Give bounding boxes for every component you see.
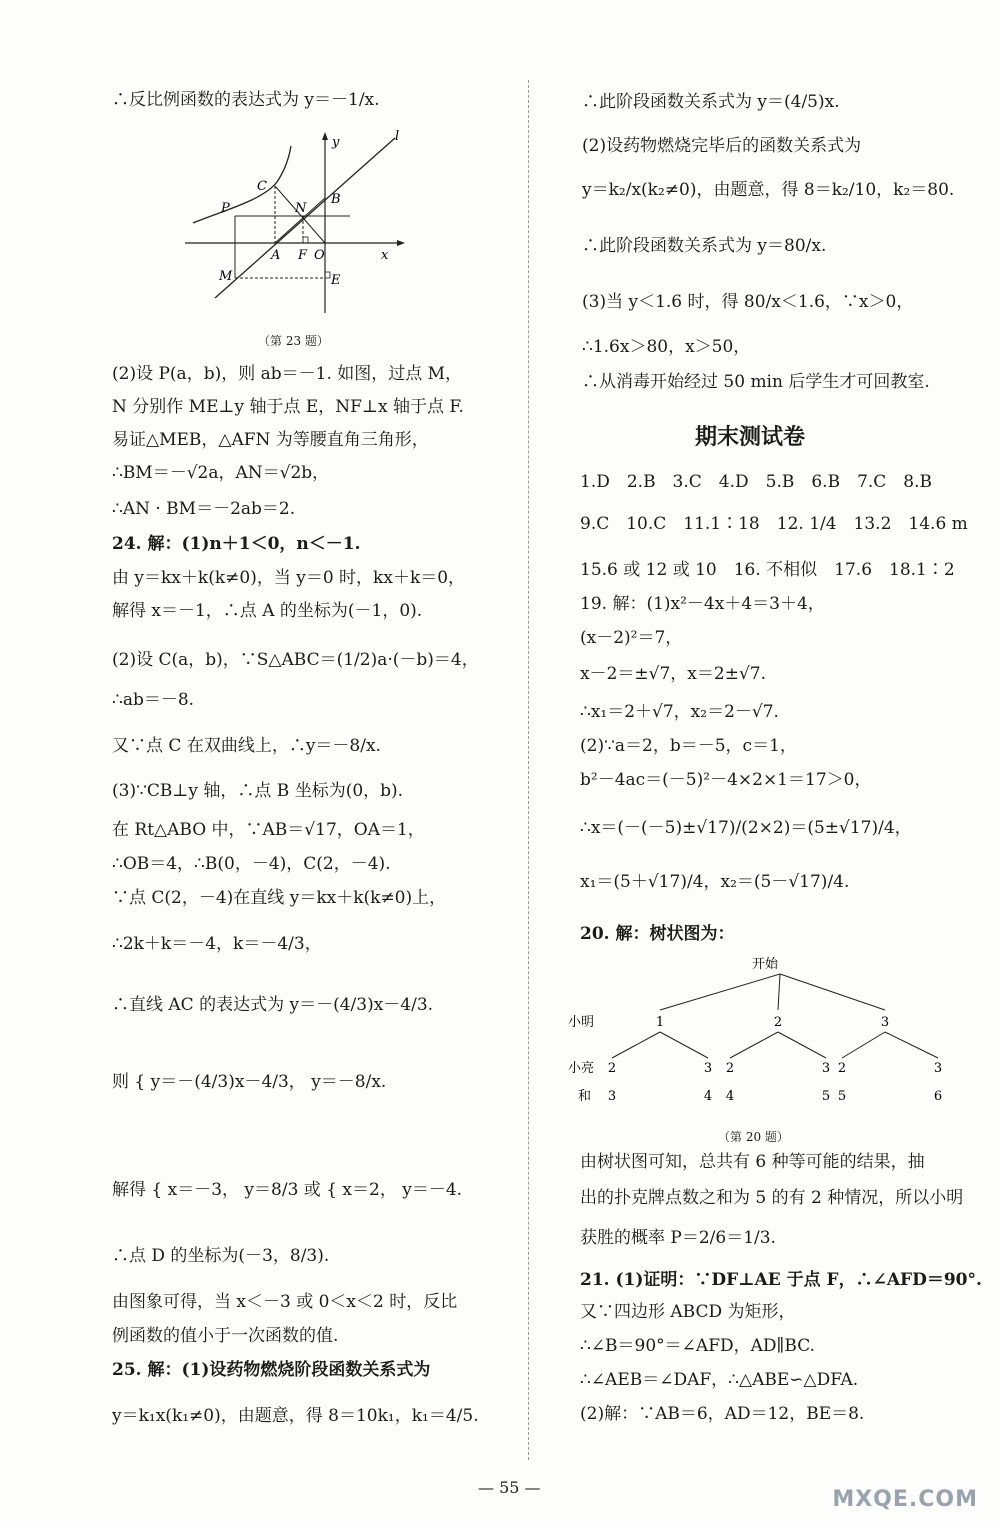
fig-label-y: y bbox=[332, 135, 340, 150]
tree-sum-2: 4 bbox=[725, 1089, 735, 1104]
y-axis-arrow bbox=[322, 132, 328, 140]
right-angle-e bbox=[325, 272, 330, 278]
watermark: MXQE.COM bbox=[832, 1487, 978, 1512]
right-21-line-0: 21. (1)证明：∵DF⊥AE 于点 F，∴∠AFD＝90°. bbox=[580, 1270, 982, 1290]
left-line-15: ∵点 C(2，－4)在直线 y＝kx＋k(k≠0)上， bbox=[112, 888, 447, 908]
right-angle-f bbox=[303, 237, 308, 243]
line-l bbox=[215, 138, 395, 298]
tree-diagram bbox=[560, 950, 970, 1110]
left-line-22: 例函数的值小于一次函数的值. bbox=[112, 1326, 339, 1346]
answers-row-2: 9.C 10.C 11.1∶18 12. 1/4 13.2 14.6 m bbox=[580, 514, 968, 534]
tree-l1-1: 2 bbox=[773, 1015, 783, 1030]
tree-caption: （第 20 题） bbox=[718, 1130, 789, 1144]
right-19-line-4: (2)∵a＝2，b＝－5，c＝1， bbox=[580, 736, 797, 756]
right-19-line-2: x－2＝±√7，x＝2±√7. bbox=[580, 664, 766, 684]
figure-23-caption: （第 23 题） bbox=[258, 334, 329, 348]
right-line-4: (3)当 y＜1.6 时，得 80/x＜1.6，∵x＞0， bbox=[582, 292, 914, 312]
left-line-12: (3)∵CB⊥y 轴，∴点 B 坐标为(0，b). bbox=[112, 781, 404, 801]
figure-23 bbox=[185, 128, 410, 313]
right-21-line-2: ∴∠B＝90°＝∠AFD，AD∥BC. bbox=[580, 1336, 816, 1356]
left-line-16: ∴2k＋k＝－4，k＝－4/3， bbox=[112, 934, 322, 954]
left-line-8: 解得 x＝－1，∴点 A 的坐标为(－1，0). bbox=[112, 601, 423, 621]
fig-label-a: A bbox=[271, 248, 281, 263]
tree-l2-5: 3 bbox=[933, 1061, 943, 1076]
fig-label-p: P bbox=[221, 201, 230, 216]
section-title: 期末测试卷 bbox=[695, 425, 806, 450]
left-line-17: ∴直线 AC 的表达式为 y＝－(4/3)x－4/3. bbox=[112, 995, 434, 1015]
right-line-3: ∴此阶段函数关系式为 y＝80/x. bbox=[582, 236, 827, 256]
left-line-1: (2)设 P(a，b)，则 ab＝－1. 如图，过点 M， bbox=[112, 364, 463, 384]
right-line-0: ∴此阶段函数关系式为 y＝(4/5)x. bbox=[582, 92, 840, 112]
x-axis-arrow bbox=[397, 240, 405, 246]
fig-label-e: E bbox=[331, 273, 341, 288]
fig-label-m: M bbox=[219, 269, 233, 284]
left-line-19: 解得 { x＝－3， y＝8/3 或 { x＝2， y＝－4. bbox=[112, 1180, 463, 1200]
fig-label-l: l bbox=[395, 129, 400, 144]
right-21-line-4: (2)解：∵AB＝6，AD＝12，BE＝8. bbox=[580, 1404, 865, 1424]
edge-2-2 bbox=[730, 1032, 778, 1058]
tree-sum-5: 6 bbox=[933, 1089, 943, 1104]
right-20-line-3: 获胜的概率 P＝2/6＝1/3. bbox=[580, 1228, 776, 1248]
tree-root: 开始 bbox=[751, 957, 779, 972]
answers-row-1: 1.D 2.B 3.C 4.D 5.B 6.B 7.C 8.B bbox=[580, 472, 933, 492]
edge-3-2 bbox=[842, 1032, 885, 1058]
tree-l1-2: 3 bbox=[880, 1015, 890, 1030]
right-line-2: y＝k₂/x(k₂≠0)，由题意，得 8＝k₂/10，k₂＝80. bbox=[582, 180, 955, 200]
right-19-line-7: x₁＝(5＋√17)/4，x₂＝(5－√17)/4. bbox=[580, 872, 850, 892]
tree-l2-2: 2 bbox=[725, 1061, 735, 1076]
left-line-13: 在 Rt△ABO 中，∵AB＝√17，OA＝1， bbox=[112, 820, 425, 840]
tree-l2-3: 3 bbox=[821, 1061, 831, 1076]
fig-label-f: F bbox=[298, 248, 308, 263]
tree-sum-4: 5 bbox=[837, 1089, 847, 1104]
left-line-6: 24. 解：(1)n＋1＜0，n＜－1. bbox=[112, 534, 361, 554]
tree-l2-4: 2 bbox=[837, 1061, 847, 1076]
fig-label-x: x bbox=[381, 248, 389, 263]
edge-root-2 bbox=[778, 974, 780, 1010]
right-20-line-2: 出的扑克牌点数之和为 5 的有 2 种情况，所以小明 bbox=[580, 1188, 964, 1208]
left-line-18: 则 { y＝－(4/3)x－4/3， y＝－8/x. bbox=[112, 1072, 387, 1092]
right-21-line-1: 又∵四边形 ABCD 为矩形， bbox=[580, 1302, 796, 1322]
left-line-2: N 分别作 ME⊥y 轴于点 E，NF⊥x 轴于点 F. bbox=[112, 397, 464, 417]
left-line-23: 25. 解：(1)设药物燃烧阶段函数关系式为 bbox=[112, 1360, 431, 1380]
tree-label-he: 和 bbox=[578, 1089, 592, 1104]
edge-root-3 bbox=[780, 974, 885, 1010]
tree-label-xiaoliang: 小亮 bbox=[568, 1061, 595, 1076]
left-line-11: 又∵点 C 在双曲线上，∴y＝－8/x. bbox=[112, 736, 381, 756]
tree-sum-1: 4 bbox=[703, 1089, 713, 1104]
right-20-line-0: 20. 解：树状图为： bbox=[580, 924, 735, 944]
answers-row-3: 15.6 或 12 或 10 16. 不相似 17.6 18.1∶2 bbox=[580, 560, 955, 580]
edge-1-2 bbox=[612, 1032, 660, 1058]
fig-label-o: O bbox=[314, 248, 325, 263]
left-line-0: ∴反比例函数的表达式为 y＝－1/x. bbox=[112, 90, 380, 110]
hyperbola-curve bbox=[193, 146, 291, 223]
tree-l2-0: 2 bbox=[607, 1061, 617, 1076]
right-20-line-1: 由树状图可知，总共有 6 种等可能的结果，抽 bbox=[580, 1152, 925, 1172]
right-line-1: (2)设药物燃烧完毕后的函数关系式为 bbox=[582, 136, 862, 156]
edge-3-3 bbox=[885, 1032, 938, 1058]
left-line-4: ∴BM＝－√2a，AN＝√2b， bbox=[112, 463, 330, 483]
right-19-line-1: (x－2)²＝7， bbox=[580, 628, 683, 648]
right-19-line-5: b²－4ac＝(－5)²－4×2×1＝17＞0， bbox=[580, 770, 872, 790]
right-21-line-3: ∴∠AEB＝∠DAF，∴△ABE∽△DFA. bbox=[580, 1370, 859, 1390]
right-line-5: ∴1.6x＞80，x＞50， bbox=[582, 337, 751, 357]
fig-label-c: C bbox=[257, 179, 267, 194]
left-line-21: 由图象可得，当 x＜－3 或 0＜x＜2 时，反比 bbox=[112, 1292, 458, 1312]
left-line-24: y＝k₁x(k₁≠0)，由题意，得 8＝10k₁，k₁＝4/5. bbox=[112, 1406, 479, 1426]
page-number: — 55 — bbox=[478, 1478, 541, 1497]
left-line-20: ∴点 D 的坐标为(－3，8/3). bbox=[112, 1246, 330, 1266]
right-19-line-0: 19. 解：(1)x²－4x＋4＝3＋4， bbox=[580, 594, 825, 614]
left-line-9: (2)设 C(a，b)，∵S△ABC＝(1/2)a·(－b)＝4， bbox=[112, 650, 479, 670]
left-line-7: 由 y＝kx＋k(k≠0)，当 y＝0 时，kx＋k＝0， bbox=[112, 568, 466, 588]
tree-l2-1: 3 bbox=[703, 1061, 713, 1076]
fig-label-n: N bbox=[295, 201, 307, 216]
tree-sum-3: 5 bbox=[821, 1089, 831, 1104]
left-line-3: 易证△MEB，△AFN 为等腰直角三角形， bbox=[112, 430, 429, 450]
right-19-line-3: ∴x₁＝2＋√7，x₂＝2－√7. bbox=[580, 702, 779, 722]
column-divider bbox=[528, 80, 529, 1460]
edge-2-3 bbox=[778, 1032, 826, 1058]
edge-root-1 bbox=[660, 974, 780, 1010]
tree-l1-0: 1 bbox=[655, 1015, 665, 1030]
edge-1-3 bbox=[660, 1032, 708, 1058]
right-19-line-6: ∴x＝(－(－5)±√17)/(2×2)＝(5±√17)/4， bbox=[580, 818, 912, 838]
left-line-5: ∴AN · BM＝－2ab＝2. bbox=[112, 499, 296, 519]
left-line-10: ∴ab＝－8. bbox=[112, 690, 195, 710]
tree-label-xiaoming: 小明 bbox=[568, 1015, 595, 1030]
fig-label-b: B bbox=[331, 192, 341, 207]
left-line-14: ∴OB＝4，∴B(0，－4)，C(2，－4). bbox=[112, 854, 391, 874]
tree-sum-0: 3 bbox=[607, 1089, 617, 1104]
right-line-6: ∴从消毒开始经过 50 min 后学生才可回教室. bbox=[582, 372, 930, 392]
